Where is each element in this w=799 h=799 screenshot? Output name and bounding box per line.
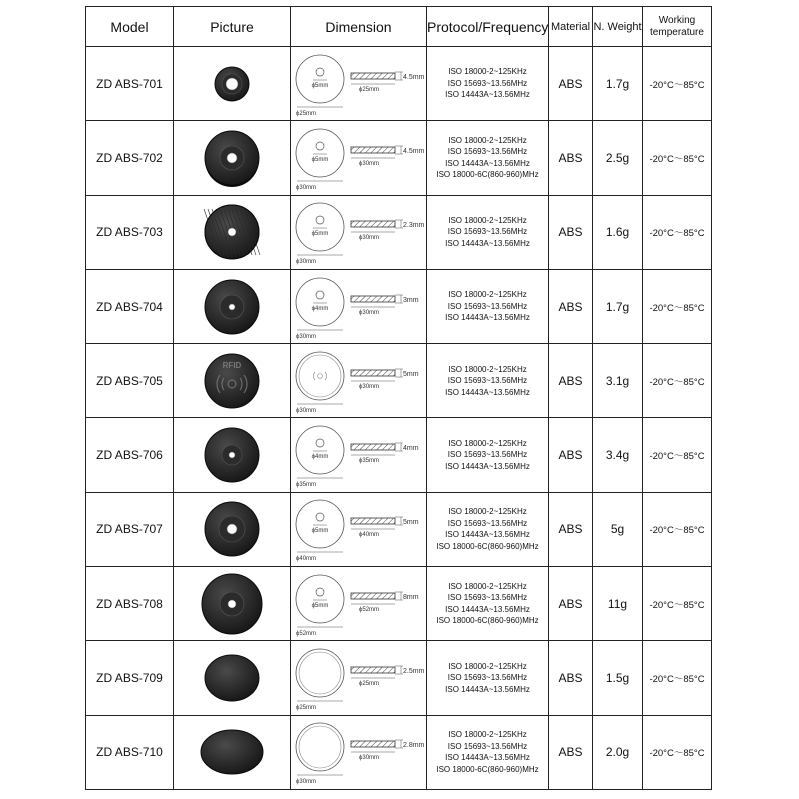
model-cell: ZD ABS-701 [86, 47, 174, 121]
dimension-diagram [293, 569, 425, 639]
temperature-cell: -20°C～85°C [643, 641, 712, 715]
model-cell: ZD ABS-702 [86, 121, 174, 195]
outer-diameter: ϕ30mm [295, 407, 316, 414]
weight-cell: 2.5g [593, 121, 643, 195]
table-row [86, 492, 712, 566]
table-row [86, 641, 712, 715]
front-view-outline [296, 55, 344, 103]
tag-disc-image [177, 197, 287, 267]
side-view-bar [351, 593, 395, 599]
protocol-line: ISO 18000-2~125KHz [448, 730, 527, 740]
hole-diameter: ϕ5mm [311, 82, 328, 89]
protocol-line: ISO 15693~13.56MHz [447, 450, 528, 460]
tag-disc-image [177, 123, 287, 193]
front-view-outline [296, 500, 344, 548]
dimension-drawing [291, 715, 427, 789]
dimension-drawing [291, 269, 427, 343]
outer-diameter: ϕ30mm [295, 779, 316, 786]
protocol-cell [427, 344, 549, 418]
protocol-cell [427, 715, 549, 789]
protocol-cell [427, 121, 549, 195]
protocol-line: ISO 14443A~13.56MHz [445, 530, 530, 540]
table-row [86, 344, 712, 418]
protocol-line: ISO 14443A~13.56MHz [445, 753, 530, 763]
temperature-cell: -20°C～85°C [643, 418, 712, 492]
rfid-emboss: RFID [222, 360, 242, 370]
weight-cell: 3.1g [593, 344, 643, 418]
dimension-drawing [291, 344, 427, 418]
dimension-drawing [291, 195, 427, 269]
protocol-cell [427, 641, 549, 715]
thickness: 8mm [402, 593, 419, 601]
side-width: ϕ30mm [358, 235, 379, 242]
header-temperature-line: Working [658, 14, 696, 26]
dimension-diagram [293, 123, 425, 193]
protocol-line: ISO 18000-6C(860-960)MHz [436, 170, 539, 180]
header-picture: Picture [174, 7, 291, 47]
tag-disc-image [177, 420, 287, 490]
table-row [86, 195, 712, 269]
header-temperature-line: temperature [650, 26, 704, 38]
product-picture [174, 269, 291, 343]
hole-diameter: ϕ5mm [311, 528, 328, 535]
protocol-line: ISO 14443A~13.56MHz [445, 684, 530, 694]
side-view-bar [351, 296, 395, 302]
weight-cell: 3.4g [593, 418, 643, 492]
protocol-line: ISO 18000-2~125KHz [448, 581, 527, 591]
side-width: ϕ25mm [358, 86, 379, 93]
spec-table [85, 6, 712, 790]
protocol-cell [427, 195, 549, 269]
header-model: Model [86, 7, 174, 47]
model-cell: ZD ABS-706 [86, 418, 174, 492]
dimension-diagram [293, 420, 425, 490]
product-picture [174, 567, 291, 641]
protocol-line: ISO 18000-2~125KHz [448, 290, 527, 300]
table-row [86, 121, 712, 195]
tag-disc-image [177, 643, 287, 713]
protocol-line: ISO 14443A~13.56MHz [445, 313, 530, 323]
front-view-outline [296, 426, 344, 474]
protocol-line: ISO 18000-6C(860-960)MHz [436, 764, 539, 774]
material-cell: ABS [549, 567, 593, 641]
protocol-line: ISO 14443A~13.56MHz [445, 461, 530, 471]
product-picture [174, 47, 291, 121]
outer-diameter: ϕ35mm [295, 482, 316, 489]
tag-disc-image [177, 49, 287, 119]
protocol-cell [427, 418, 549, 492]
protocol-line: ISO 14443A~13.56MHz [445, 158, 530, 168]
material-cell: ABS [549, 195, 593, 269]
protocol-cell [427, 567, 549, 641]
side-view-bar [351, 221, 395, 227]
outer-diameter: ϕ25mm [295, 110, 316, 117]
front-view-outline [296, 278, 344, 326]
model-cell: ZD ABS-709 [86, 641, 174, 715]
protocol-line: ISO 15693~13.56MHz [447, 78, 528, 88]
protocol-line: ISO 18000-6C(860-960)MHz [436, 541, 539, 551]
table-row [86, 715, 712, 789]
weight-cell: 5g [593, 492, 643, 566]
model-cell: ZD ABS-710 [86, 715, 174, 789]
front-view-outline [296, 575, 344, 623]
outer-diameter: ϕ25mm [295, 705, 316, 712]
temperature-cell: -20°C～85°C [643, 567, 712, 641]
weight-cell: 1.5g [593, 641, 643, 715]
product-picture [174, 418, 291, 492]
dimension-diagram [293, 272, 425, 342]
weight-cell: 1.7g [593, 269, 643, 343]
temperature-cell: -20°C～85°C [643, 269, 712, 343]
temperature-cell: -20°C～85°C [643, 492, 712, 566]
material-cell: ABS [549, 344, 593, 418]
front-view-outline [296, 129, 344, 177]
dimension-drawing [291, 47, 427, 121]
product-picture [174, 121, 291, 195]
protocol-cell [427, 492, 549, 566]
thickness: 4mm [402, 445, 419, 453]
thickness: 2.5mm [402, 668, 424, 676]
front-view-outline [296, 352, 344, 400]
weight-cell: 11g [593, 567, 643, 641]
protocol-line: ISO 14443A~13.56MHz [445, 604, 530, 614]
side-view-bar [351, 370, 395, 376]
dimension-drawing [291, 492, 427, 566]
protocol-line: ISO 14443A~13.56MHz [445, 238, 530, 248]
protocol-line: ISO 18000-2~125KHz [448, 67, 527, 77]
dimension-diagram [293, 494, 425, 564]
outer-diameter: ϕ30mm [295, 333, 316, 340]
tag-disc-image [177, 569, 287, 639]
protocol-line: ISO 14443A~13.56MHz [445, 90, 530, 100]
material-cell: ABS [549, 418, 593, 492]
model-cell: ZD ABS-705 [86, 344, 174, 418]
thickness: 4.5mm [402, 73, 424, 81]
side-width: ϕ25mm [358, 681, 379, 688]
protocol-line: ISO 18000-2~125KHz [448, 364, 527, 374]
protocol-line: ISO 15693~13.56MHz [447, 673, 528, 683]
protocol-line: ISO 15693~13.56MHz [447, 301, 528, 311]
side-view-bar [351, 741, 395, 747]
material-cell: ABS [549, 715, 593, 789]
table-row [86, 47, 712, 121]
protocol-cell [427, 269, 549, 343]
side-width: ϕ40mm [358, 532, 379, 539]
side-view-bar [351, 444, 395, 450]
model-cell: ZD ABS-703 [86, 195, 174, 269]
dimension-drawing [291, 641, 427, 715]
product-picture [174, 195, 291, 269]
temperature-cell: -20°C～85°C [643, 344, 712, 418]
protocol-line: ISO 15693~13.56MHz [447, 518, 528, 528]
header-protocol: Protocol/Frequency [427, 7, 549, 47]
dimension-diagram [293, 346, 425, 416]
side-view-bar [351, 147, 395, 153]
model-cell: ZD ABS-708 [86, 567, 174, 641]
dimension-diagram [293, 643, 425, 713]
protocol-line: ISO 15693~13.56MHz [447, 593, 528, 603]
protocol-line: ISO 18000-2~125KHz [448, 507, 527, 517]
weight-cell: 2.0g [593, 715, 643, 789]
hole-diameter: ϕ4mm [311, 454, 328, 461]
protocol-line: ISO 18000-2~125KHz [448, 135, 527, 145]
product-picture [174, 715, 291, 789]
dimension-drawing [291, 121, 427, 195]
hole-diameter: ϕ5mm [311, 156, 328, 163]
protocol-line: ISO 18000-2~125KHz [448, 661, 527, 671]
side-width: ϕ52mm [358, 606, 379, 613]
protocol-line: ISO 15693~13.56MHz [447, 227, 528, 237]
product-picture [174, 492, 291, 566]
side-view-bar [351, 518, 395, 524]
side-view-bar [351, 667, 395, 673]
header-temperature [643, 7, 712, 47]
product-picture [174, 641, 291, 715]
tag-disc-image [177, 717, 287, 787]
table-row [86, 418, 712, 492]
outer-diameter: ϕ30mm [295, 259, 316, 266]
tag-disc-image [177, 346, 287, 416]
front-view-outline [296, 203, 344, 251]
side-width: ϕ30mm [358, 309, 379, 316]
material-cell: ABS [549, 492, 593, 566]
temperature-cell: -20°C～85°C [643, 195, 712, 269]
front-view-outline [296, 723, 344, 771]
thickness: 5mm [402, 519, 419, 527]
dimension-drawing [291, 418, 427, 492]
material-cell: ABS [549, 121, 593, 195]
front-view-outline [296, 649, 344, 697]
protocol-line: ISO 14443A~13.56MHz [445, 387, 530, 397]
protocol-line: ISO 15693~13.56MHz [447, 147, 528, 157]
protocol-line: ISO 18000-2~125KHz [448, 438, 527, 448]
table-row [86, 269, 712, 343]
dimension-drawing [291, 567, 427, 641]
outer-diameter: ϕ40mm [295, 556, 316, 563]
material-cell: ABS [549, 269, 593, 343]
tag-disc-image [177, 494, 287, 564]
material-cell: ABS [549, 47, 593, 121]
side-width: ϕ30mm [358, 160, 379, 167]
dimension-diagram [293, 197, 425, 267]
header-weight: N. Weight [593, 7, 643, 47]
thickness: 4.5mm [402, 147, 424, 155]
thickness: 3mm [402, 296, 419, 304]
hole-diameter: ϕ5mm [311, 602, 328, 609]
dimension-diagram [293, 49, 425, 119]
thickness: 2.3mm [402, 222, 424, 230]
product-picture [174, 344, 291, 418]
thickness: 5mm [402, 370, 419, 378]
outer-diameter: ϕ52mm [295, 630, 316, 637]
side-view-bar [351, 73, 395, 79]
header-dimension: Dimension [291, 7, 427, 47]
dimension-diagram [293, 717, 425, 787]
model-cell: ZD ABS-707 [86, 492, 174, 566]
temperature-cell: -20°C～85°C [643, 715, 712, 789]
header-row [86, 7, 712, 47]
hole-diameter: ϕ5mm [311, 231, 328, 238]
side-width: ϕ30mm [358, 755, 379, 762]
temperature-cell: -20°C～85°C [643, 47, 712, 121]
material-cell: ABS [549, 641, 593, 715]
tag-disc-image [177, 272, 287, 342]
hole-diameter: ϕ4mm [311, 305, 328, 312]
protocol-cell [427, 47, 549, 121]
temperature-cell: -20°C～85°C [643, 121, 712, 195]
weight-cell: 1.7g [593, 47, 643, 121]
side-width: ϕ35mm [358, 458, 379, 465]
model-cell: ZD ABS-704 [86, 269, 174, 343]
table-row [86, 567, 712, 641]
header-material: Material [549, 7, 593, 47]
protocol-line: ISO 15693~13.56MHz [447, 376, 528, 386]
thickness: 2.8mm [402, 742, 424, 750]
protocol-line: ISO 18000-2~125KHz [448, 215, 527, 225]
protocol-line: ISO 15693~13.56MHz [447, 741, 528, 751]
weight-cell: 1.6g [593, 195, 643, 269]
outer-diameter: ϕ30mm [295, 184, 316, 191]
side-width: ϕ30mm [358, 383, 379, 390]
protocol-line: ISO 18000-6C(860-960)MHz [436, 616, 539, 626]
